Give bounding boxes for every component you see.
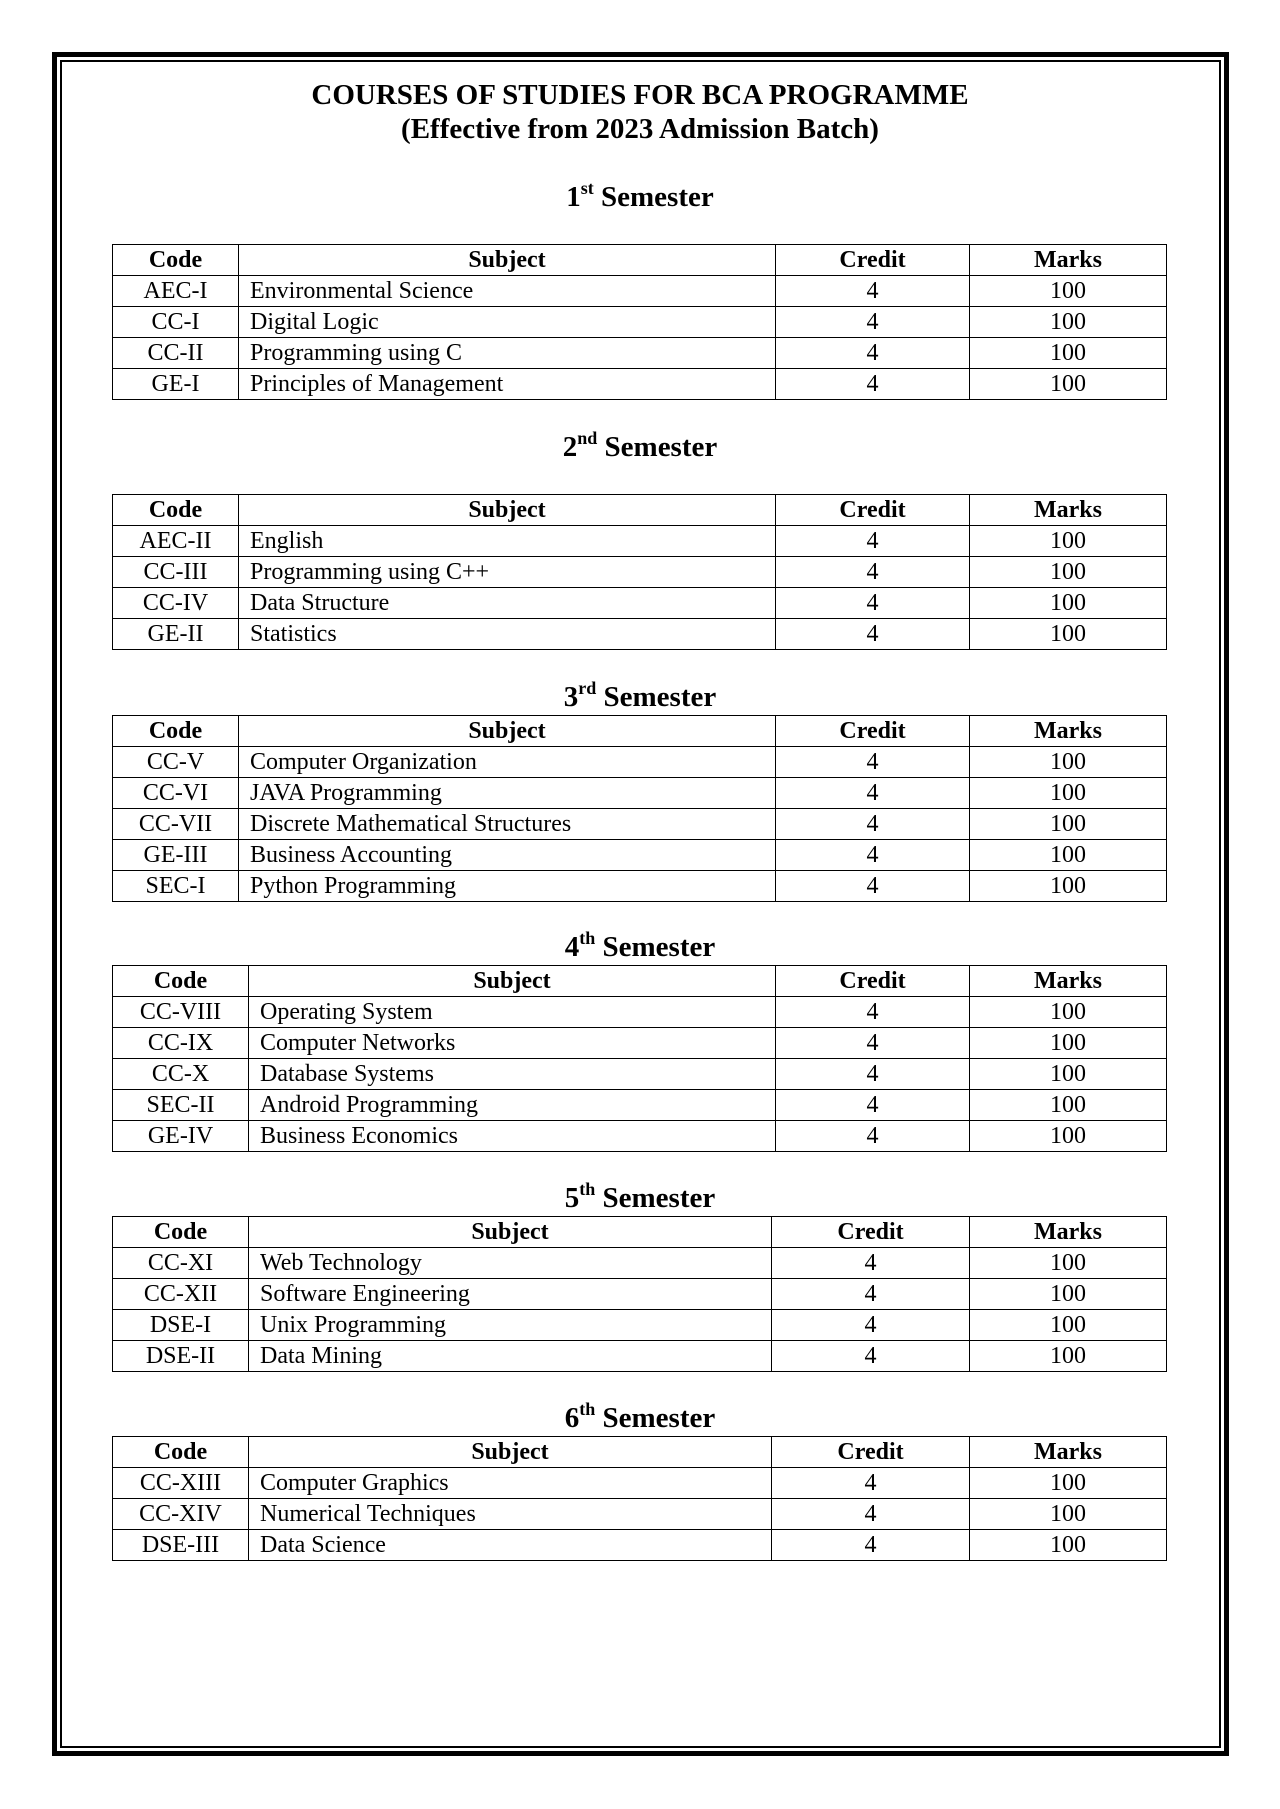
semester-ordinal-suffix: nd — [577, 428, 598, 449]
header-credit: Credit — [776, 716, 970, 747]
course-code: CC-VII — [113, 809, 239, 840]
course-credit: 4 — [772, 1530, 970, 1561]
course-marks: 100 — [970, 1530, 1167, 1561]
course-credit: 4 — [776, 747, 970, 778]
course-code: GE-IV — [113, 1121, 249, 1152]
table-row — [113, 1090, 1167, 1121]
course-subject: Discrete Mathematical Structures — [239, 809, 776, 840]
course-code: CC-X — [113, 1059, 249, 1090]
course-code: DSE-I — [113, 1310, 249, 1341]
course-marks: 100 — [970, 588, 1167, 619]
course-marks: 100 — [970, 997, 1167, 1028]
course-code: CC-IV — [113, 588, 239, 619]
course-code: AEC-II — [113, 526, 239, 557]
semester-4-table — [112, 965, 1167, 1152]
table-row — [113, 1028, 1167, 1059]
course-credit: 4 — [776, 1028, 970, 1059]
table-row — [113, 276, 1167, 307]
course-code: CC-V — [113, 747, 239, 778]
course-credit: 4 — [772, 1468, 970, 1499]
course-subject: Statistics — [239, 619, 776, 650]
semester-2-heading — [0, 430, 1280, 464]
course-code: CC-XI — [113, 1248, 249, 1279]
semester-1-table — [112, 244, 1167, 400]
table-row — [113, 1248, 1167, 1279]
course-marks: 100 — [970, 809, 1167, 840]
semester-4-heading — [0, 930, 1280, 964]
table-row — [113, 1121, 1167, 1152]
course-credit: 4 — [776, 276, 970, 307]
course-subject: Computer Organization — [239, 747, 776, 778]
table-row — [113, 588, 1167, 619]
document-title: COURSES OF STUDIES FOR BCA PROGRAMME — [311, 79, 969, 111]
table-row — [113, 338, 1167, 369]
header-credit: Credit — [776, 966, 970, 997]
header-marks: Marks — [970, 716, 1167, 747]
table-header-row — [113, 1437, 1167, 1468]
semester-3-table — [112, 715, 1167, 902]
semester-label: Semester — [604, 431, 718, 463]
semester-1-heading — [0, 180, 1280, 214]
semester-ordinal-suffix: st — [580, 178, 594, 199]
course-credit: 4 — [776, 1121, 970, 1152]
course-subject: Web Technology — [249, 1248, 772, 1279]
table-row — [113, 369, 1167, 400]
semester-ordinal-suffix: th — [579, 1399, 596, 1420]
course-marks: 100 — [970, 369, 1167, 400]
course-marks: 100 — [970, 840, 1167, 871]
course-code: SEC-I — [113, 871, 239, 902]
semester-ordinal-suffix: th — [579, 1179, 596, 1200]
semester-6-heading — [0, 1401, 1280, 1435]
course-credit: 4 — [776, 369, 970, 400]
course-marks: 100 — [970, 619, 1167, 650]
course-credit: 4 — [776, 619, 970, 650]
semester-label: Semester — [601, 181, 714, 213]
course-credit: 4 — [776, 588, 970, 619]
course-marks: 100 — [970, 338, 1167, 369]
semester-number: 2 — [562, 431, 578, 463]
semester-5-heading — [0, 1181, 1280, 1215]
course-subject: Software Engineering — [249, 1279, 772, 1310]
course-code: GE-I — [113, 369, 239, 400]
header-marks: Marks — [970, 1217, 1167, 1248]
semester-2-table — [112, 494, 1167, 650]
semester-label: Semester — [602, 1402, 716, 1434]
course-code: CC-XIII — [113, 1468, 249, 1499]
course-marks: 100 — [970, 1248, 1167, 1279]
table-row — [113, 997, 1167, 1028]
course-subject: Android Programming — [249, 1090, 776, 1121]
course-credit: 4 — [776, 778, 970, 809]
semester-ordinal-suffix: rd — [578, 678, 597, 699]
header-code: Code — [113, 1437, 249, 1468]
course-marks: 100 — [970, 1028, 1167, 1059]
course-marks: 100 — [970, 747, 1167, 778]
table-row — [113, 778, 1167, 809]
header-marks: Marks — [970, 966, 1167, 997]
table-row — [113, 1279, 1167, 1310]
header-subject: Subject — [249, 1437, 772, 1468]
course-credit: 4 — [776, 997, 970, 1028]
course-marks: 100 — [970, 1121, 1167, 1152]
course-code: CC-VIII — [113, 997, 249, 1028]
course-marks: 100 — [970, 1310, 1167, 1341]
course-code: DSE-III — [113, 1530, 249, 1561]
header-credit: Credit — [776, 245, 970, 276]
semester-number: 6 — [564, 1402, 580, 1434]
table-row — [113, 1341, 1167, 1372]
course-subject: Operating System — [249, 997, 776, 1028]
table-row — [113, 307, 1167, 338]
course-code: CC-XII — [113, 1279, 249, 1310]
course-subject: Python Programming — [239, 871, 776, 902]
course-subject: Data Science — [249, 1530, 772, 1561]
course-credit: 4 — [772, 1341, 970, 1372]
header-credit: Credit — [776, 495, 970, 526]
course-credit: 4 — [776, 1059, 970, 1090]
table-row — [113, 1468, 1167, 1499]
semester-number: 1 — [566, 181, 581, 213]
table-row — [113, 1530, 1167, 1561]
semester-ordinal-suffix: th — [579, 928, 596, 949]
semester-label: Semester — [602, 931, 716, 963]
course-credit: 4 — [776, 809, 970, 840]
header-marks: Marks — [970, 495, 1167, 526]
course-credit: 4 — [776, 871, 970, 902]
course-marks: 100 — [970, 1468, 1167, 1499]
course-subject: JAVA Programming — [239, 778, 776, 809]
course-marks: 100 — [970, 526, 1167, 557]
table-header-row — [113, 716, 1167, 747]
course-marks: 100 — [970, 276, 1167, 307]
header-marks: Marks — [970, 245, 1167, 276]
course-marks: 100 — [970, 1059, 1167, 1090]
header-subject: Subject — [239, 495, 776, 526]
course-subject: English — [239, 526, 776, 557]
header-subject: Subject — [239, 245, 776, 276]
semester-3-heading — [0, 680, 1280, 714]
semester-label: Semester — [602, 1182, 716, 1214]
document-subtitle: (Effective from 2023 Admission Batch) — [401, 113, 879, 145]
table-row — [113, 747, 1167, 778]
header-subject: Subject — [249, 1217, 772, 1248]
course-subject: Programming using C — [239, 338, 776, 369]
table-header-row — [113, 1217, 1167, 1248]
course-code: SEC-II — [113, 1090, 249, 1121]
header-subject: Subject — [249, 966, 776, 997]
course-subject: Programming using C++ — [239, 557, 776, 588]
course-marks: 100 — [970, 557, 1167, 588]
table-row — [113, 1499, 1167, 1530]
course-credit: 4 — [776, 338, 970, 369]
table-row — [113, 809, 1167, 840]
course-credit: 4 — [772, 1279, 970, 1310]
course-code: GE-III — [113, 840, 239, 871]
course-subject: Computer Graphics — [249, 1468, 772, 1499]
course-credit: 4 — [776, 307, 970, 338]
course-code: CC-IX — [113, 1028, 249, 1059]
course-code: AEC-I — [113, 276, 239, 307]
course-code: CC-I — [113, 307, 239, 338]
header-code: Code — [113, 245, 239, 276]
course-credit: 4 — [776, 557, 970, 588]
course-subject: Business Accounting — [239, 840, 776, 871]
course-code: GE-II — [113, 619, 239, 650]
course-credit: 4 — [772, 1499, 970, 1530]
table-row — [113, 1310, 1167, 1341]
table-row — [113, 619, 1167, 650]
course-marks: 100 — [970, 1279, 1167, 1310]
header-credit: Credit — [772, 1437, 970, 1468]
course-subject: Unix Programming — [249, 1310, 772, 1341]
course-credit: 4 — [772, 1310, 970, 1341]
header-credit: Credit — [772, 1217, 970, 1248]
course-code: DSE-II — [113, 1341, 249, 1372]
course-code: CC-VI — [113, 778, 239, 809]
table-header-row — [113, 495, 1167, 526]
course-marks: 100 — [970, 778, 1167, 809]
table-row — [113, 871, 1167, 902]
semester-6-table — [112, 1436, 1167, 1561]
course-marks: 100 — [970, 1090, 1167, 1121]
table-row — [113, 526, 1167, 557]
course-credit: 4 — [776, 526, 970, 557]
header-code: Code — [113, 1217, 249, 1248]
course-subject: Database Systems — [249, 1059, 776, 1090]
course-subject: Business Economics — [249, 1121, 776, 1152]
semester-number: 5 — [564, 1182, 580, 1214]
semester-number: 3 — [563, 681, 579, 713]
course-marks: 100 — [970, 1499, 1167, 1530]
course-code: CC-XIV — [113, 1499, 249, 1530]
header-marks: Marks — [970, 1437, 1167, 1468]
semester-5-table — [112, 1216, 1167, 1372]
course-subject: Numerical Techniques — [249, 1499, 772, 1530]
table-row — [113, 557, 1167, 588]
table-row — [113, 840, 1167, 871]
course-code: CC-III — [113, 557, 239, 588]
course-marks: 100 — [970, 307, 1167, 338]
table-row — [113, 1059, 1167, 1090]
course-subject: Principles of Management — [239, 369, 776, 400]
course-credit: 4 — [776, 1090, 970, 1121]
course-credit: 4 — [776, 840, 970, 871]
semester-number: 4 — [564, 931, 580, 963]
course-subject: Digital Logic — [239, 307, 776, 338]
course-subject: Environmental Science — [239, 276, 776, 307]
course-marks: 100 — [970, 871, 1167, 902]
header-code: Code — [113, 966, 249, 997]
course-code: CC-II — [113, 338, 239, 369]
course-subject: Data Structure — [239, 588, 776, 619]
header-code: Code — [113, 716, 239, 747]
course-marks: 100 — [970, 1341, 1167, 1372]
table-header-row — [113, 245, 1167, 276]
header-code: Code — [113, 495, 239, 526]
semester-label: Semester — [603, 681, 717, 713]
course-subject: Computer Networks — [249, 1028, 776, 1059]
header-subject: Subject — [239, 716, 776, 747]
course-subject: Data Mining — [249, 1341, 772, 1372]
table-header-row — [113, 966, 1167, 997]
course-credit: 4 — [772, 1248, 970, 1279]
